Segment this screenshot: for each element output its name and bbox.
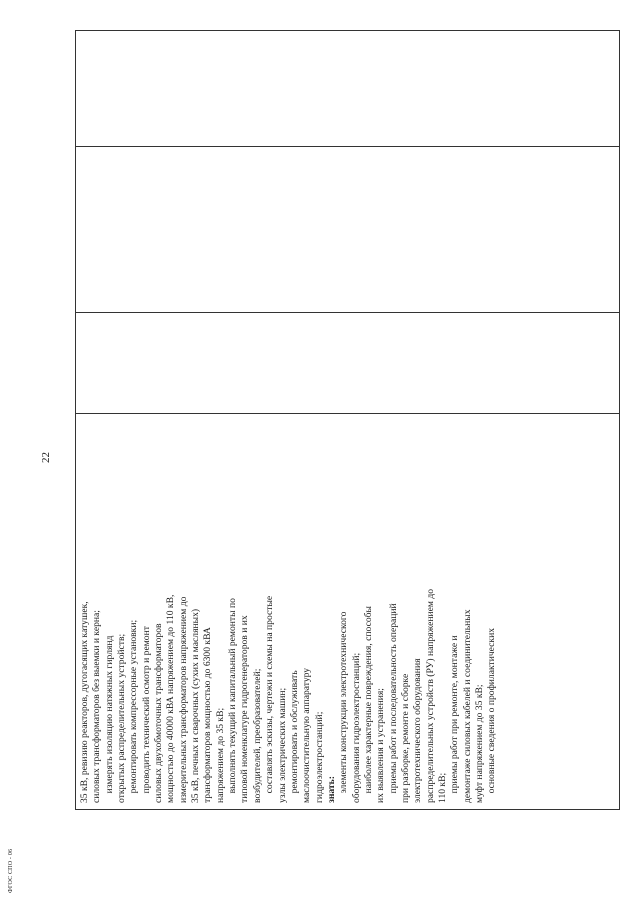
table-cell-content bbox=[76, 414, 620, 810]
text-line: демонтаже силовых кабелей и соединительных bbox=[461, 609, 473, 803]
text-line: основные сведения о профилактических bbox=[486, 627, 498, 803]
text-line: силовых двухобмоточных трансформаторов bbox=[153, 623, 165, 803]
page-number: 22 bbox=[40, 452, 52, 463]
text-line: наиболее характерные повреждения, способы bbox=[362, 606, 374, 803]
document-table bbox=[75, 30, 620, 810]
text-line: элементы конструкции электротехнического bbox=[338, 611, 350, 803]
text-line: 110 кВ; bbox=[436, 772, 448, 803]
text-line: приемы работ и последовательность операций bbox=[387, 603, 399, 803]
text-line: измерять изоляцию натяжных гирлянд bbox=[103, 635, 115, 803]
text-line: 35 кВ, печных и сварочных (сухих и масляных) bbox=[190, 608, 202, 803]
text-line: электротехнического оборудования bbox=[412, 658, 424, 803]
text-line: открытых распределительных устройств; bbox=[116, 633, 128, 803]
table-row bbox=[76, 31, 620, 810]
text-line: маслоочистительную аппаратуру bbox=[301, 667, 313, 803]
text-line: ремонтировать компрессорные установки; bbox=[128, 619, 140, 803]
text-line: выполнять текущий и капитальный ремонты по bbox=[227, 598, 239, 803]
text-line: напряжением до 35 кВ; bbox=[214, 707, 226, 803]
text-line: мощностью до 40000 кВА напряжением до 110 кВ, bbox=[165, 594, 177, 803]
table-cell-empty bbox=[76, 147, 620, 313]
text-line: трансформаторов мощностью до 6300 кВА bbox=[202, 627, 214, 803]
text-line: распределительных устройств (РУ) напряжением до bbox=[424, 588, 436, 803]
text-line: их выявления и устранения; bbox=[375, 688, 387, 803]
text-line: составлять эскизы, чертежи и схемы на простые bbox=[264, 595, 276, 803]
text-line: возбудителей, преобразователей; bbox=[251, 668, 263, 803]
text-line: при разборке, ремонте и сборке bbox=[399, 673, 411, 803]
table-cell-empty bbox=[76, 31, 620, 147]
text-line: узлы электрических машин; bbox=[276, 687, 288, 803]
text-line: типовой номенклатуре гидрогенераторов и их bbox=[239, 615, 251, 803]
cell-text-block bbox=[76, 414, 499, 809]
text-line: гидроэлектростанций; bbox=[313, 711, 325, 803]
text-line: знать: bbox=[325, 776, 337, 803]
text-line: оборудования гидроэлектростанций; bbox=[350, 652, 362, 803]
text-line: проводить технический осмотр и ремонт bbox=[140, 626, 152, 803]
text-line: муфт напряжением до 35 кВ; bbox=[474, 684, 485, 803]
text-line: приемы работ при ремонте, монтаже и bbox=[449, 635, 461, 803]
text-line: 35 кВ, ревизию реакторов, дугогасящих катушек, bbox=[79, 601, 90, 803]
text-line: измерительных трансформаторов напряжением до bbox=[177, 596, 189, 803]
text-line: силовых трансформаторов без выемки и керна; bbox=[91, 610, 103, 803]
text-line: ремонтировать и обслуживать bbox=[288, 670, 300, 803]
footer-mark: ФГОС СПО - 06 bbox=[8, 848, 14, 893]
table-cell-empty bbox=[76, 313, 620, 414]
